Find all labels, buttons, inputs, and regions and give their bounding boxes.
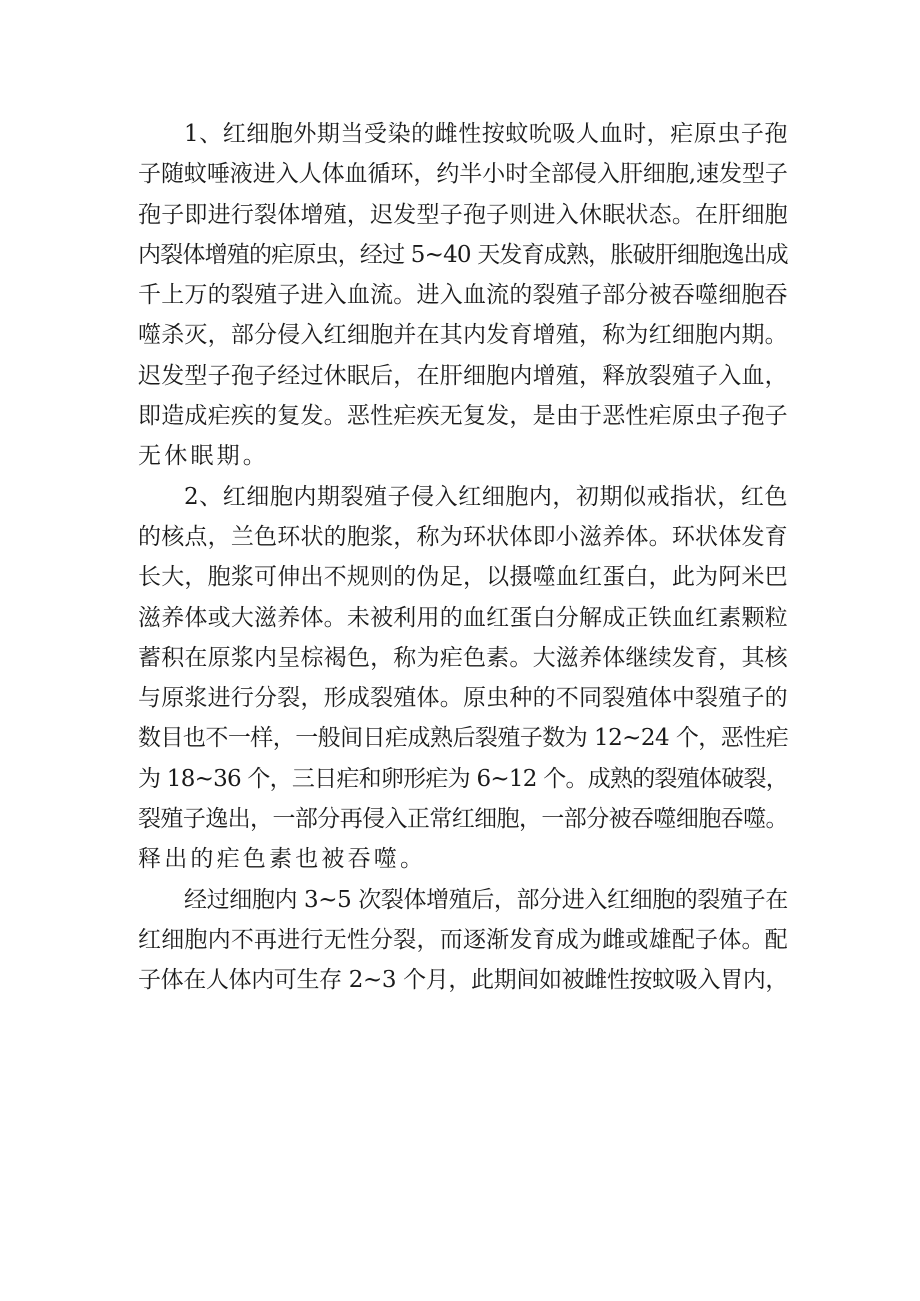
text-line: 噬杀灭，部分侵入红细胞并在其内发育增殖，称为红细胞内期。 — [138, 322, 788, 349]
document-body — [138, 114, 788, 1001]
text-line: 经过细胞内 3~5 次裂体增殖后，部分进入红细胞的裂殖子在 — [184, 886, 788, 913]
text-line: 迟发型子孢子经过休眠后，在肝细胞内增殖，释放裂殖子入血， — [138, 362, 788, 389]
text-line: 红细胞内不再进行无性分裂，而逐渐发育成为雌或雄配子体。配 — [138, 926, 788, 953]
text-line: 千上万的裂殖子进入血流。进入血流的裂殖子部分被吞噬细胞吞 — [138, 282, 788, 309]
text-line: 与原浆进行分裂，形成裂殖体。原虫种的不同裂殖体中裂殖子的 — [138, 685, 788, 712]
text-line: 2、红细胞内期裂殖子侵入红细胞内，初期似戒指状，红色 — [184, 483, 788, 510]
paragraph — [138, 114, 788, 477]
text-line: 即造成疟疾的复发。恶性疟疾无复发，是由于恶性疟原虫子孢子 — [138, 403, 788, 430]
text-line: 无休眠期。 — [138, 443, 269, 470]
paragraph — [138, 880, 788, 1001]
text-line: 裂殖子逸出，一部分再侵入正常红细胞，一部分被吞噬细胞吞噬。 — [138, 806, 788, 833]
text-line: 子随蚊唾液进入人体血循环，约半小时全部侵入肝细胞,速发型子 — [138, 161, 788, 188]
text-line: 长大，胞浆可伸出不规则的伪足，以摄噬血红蛋白，此为阿米巴 — [138, 564, 788, 591]
text-line: 1、红细胞外期当受染的雌性按蚊吮吸人血时，疟原虫子孢 — [184, 121, 788, 147]
text-line: 数目也不一样，一般间日疟成熟后裂殖子数为 12~24 个，恶性疟 — [138, 725, 789, 752]
text-line: 的核点，兰色环状的胞浆，称为环状体即小滋养体。环状体发育 — [138, 523, 788, 550]
text-line: 滋养体或大滋养体。未被利用的血红蛋白分解成正铁血红素颗粒 — [138, 604, 788, 631]
text-line: 释出的疟色素也被吞噬。 — [138, 846, 427, 873]
text-line: 蓄积在原浆内呈棕褐色，称为疟色素。大滋养体继续发育，其核 — [138, 644, 788, 671]
text-line: 内裂体增殖的疟原虫，经过 5~40 天发育成熟，胀破肝细胞逸出成 — [138, 241, 788, 268]
text-line: 孢子即进行裂体增殖，迟发型子孢子则进入休眠状态。在肝细胞 — [138, 201, 788, 228]
paragraph — [138, 477, 788, 880]
text-line: 为 18~36 个，三日疟和卵形疟为 6~12 个。成熟的裂殖体破裂， — [138, 765, 788, 792]
text-line: 子体在人体内可生存 2~3 个月，此期间如被雌性按蚊吸入胃内， — [138, 967, 789, 994]
